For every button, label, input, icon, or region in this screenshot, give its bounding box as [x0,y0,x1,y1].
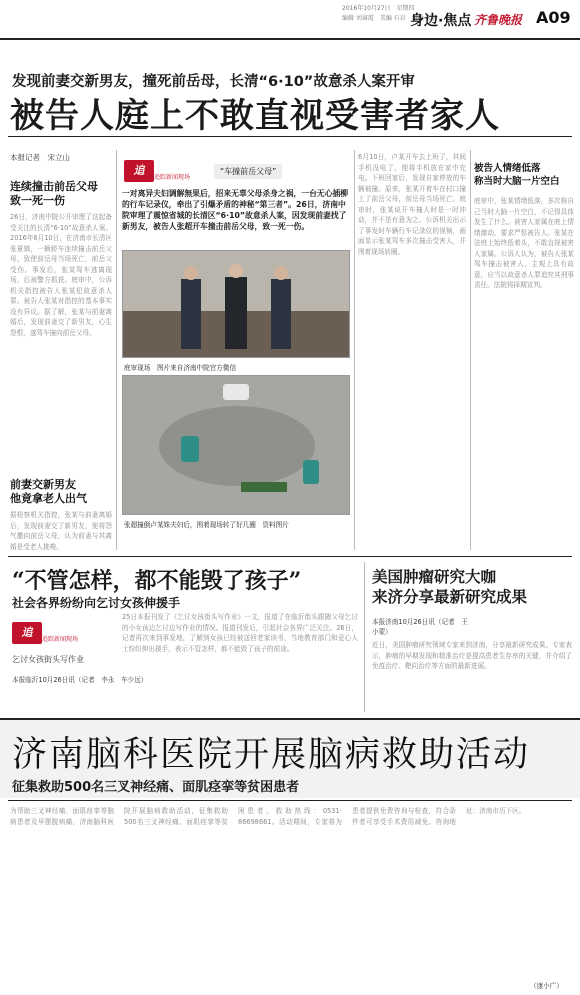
page-number: A09 [536,8,571,27]
story2-headline: “不管怎样，都不能毁了孩子” [12,568,302,594]
section-title: 身边·焦点 [410,13,472,29]
left-body-1: 26日，济南中院公开审理了这起备受关注的长清“6·10”故意杀人案。2016年6月10日，在济南市长清区张夏镇，一辆轿车连续撞击前岳父母，致使前岳母当场死亡，前岳父受伤。事发后，张某驾车逃离现场，后被警方抓获。庭审中，公诉机关指控被告人张某犯故意杀人罪。被告人张某对指控的基本事实没有异议。据了解，张某与前妻离婚后，发现前妻交了新男友，心生怨恨，遂驾车撞向前岳父母。 [10,213,112,337]
column-rule [116,150,117,550]
newspaper-logo: 齐鲁晚报 [474,13,523,27]
banner-end-note: （康小广） [530,982,563,990]
divider [8,556,572,557]
crash-scene-photo-svg [123,376,350,515]
lead-byline: 本报记者 宋立山 [10,153,70,162]
story2-news-badge [12,622,122,644]
lead-news-badge [124,160,344,182]
courtroom-photo-svg [123,251,350,358]
column-rule [354,150,355,550]
story2-subhead: 社会各界纷纷向乞讨女孩伸援手 [12,596,181,610]
banner-body: 为帮助三叉神经痛、面肌痉挛等脑病患者及早摆脱病痛，济南脑科医院开展脑病救助活动，征集救助500名三叉神经痛、面肌痉挛等贫困患者。救助热线：0531-86698661。活动期间，专家将为患者提供免费咨询与检查，符合条件者可享受手术费用减免。咨询地址：济南市历下区。 [10,807,526,826]
mid-body: 6月10日，卢某开车去上班了，其间手机没电了，便将手机放在家中充电。下班回家后，发现自家停放的车辆被撞。原来，张某开着车在村口撞上了前岳父母，前岳母当场死亡。庭审时，张某说开车撞人时是一时冲动，并不是有意为之。公诉机关出示了事发时车辆行车记录仪的视频，画面显示张某驾车多次撞击受害人，并围着现场转圈。 [358,153,466,256]
lead-kicker: 发现前妻交新男友，撞死前岳母，长清“6·10”故意杀人案开审 [12,74,415,90]
courtroom-photo [122,250,350,358]
right-body: 庭审中，张某情绪低落，多次称自己当时大脑一片空白，不记得具体发生了什么。被害人家属在庭上情绪激动，要求严惩被告人。张某在法庭上始终低着头，不敢直视被害人家属。公诉人认为，被告人张某驾车撞击被害人，主观上具有故意，应当以故意杀人罪追究其刑事责任。法院将择期宣判。 [474,197,574,289]
divider [8,136,572,137]
column-rule [470,150,471,550]
badge-sub: 追踪新闻现场 [42,636,79,643]
badge-stamp: 追 [12,622,42,644]
right-subhead: 被告人情绪低落 称当时大脑一片空白 [474,163,560,187]
story3-body: 近日，美国肿瘤研究领域专家来到济南，分享最新研究成果。专家表示，肿瘤的早期发现和精准治疗是提高患者生存率的关键，并介绍了免疫治疗、靶向治疗等方面的最新进展。 [372,641,572,670]
editor-line: 编辑 刘睿霞 美编 石岩 组版 张静 [342,15,438,22]
story3-byline: 本报济南10月26日讯（记者 王小蒙） [372,618,468,636]
lead-intro: 一对离异夫妇调解無果后，招来无辜父母杀身之祸，一台无心插柳的行车记录仪，牵出了引爆矛盾的神秘“第三者”。26日，济南中院审理了震惊省城的长清区“6·10”故意杀人案，因发现前妻找了新男友，被告人张超开车撞击前岳父母，致一死一伤。 [122,189,349,231]
photo1-caption: 庭审现场 图片来自济南中院官方微信 [124,364,237,372]
date-line: 2016年10月27日 星期四 [342,5,415,12]
banner-subtitle: 征集救助500名三叉神经痛、面肌痉挛等贫困患者 [12,780,300,795]
left-subhead-1: 连续撞击前岳父母 致一死一伤 [10,180,98,207]
badge-stamp: 追 [124,160,154,182]
banner-title: 济南脑科医院开展脑病救助活动 [12,735,531,775]
photo2-caption: 张超撞倒卢某姝夫妇后，围着现场转了好几圈 资料图片 [124,521,289,529]
story2-byline-subhead: 乞讨女孩街头写作业 [12,655,84,664]
story2-body: 25日本报刊发了《乞讨女孩街头写作业》一文，报道了在临沂街头跟随父母乞讨的小女孩边乞讨边写作业的情况。报道刊发后，引起社会各界广泛关注。26日，记者再次来到事发地，了解到女孩已经被送回老家读书，当地教育部门和爱心人士纷纷伸出援手，表示不管怎样，都不能毁了孩子的前途。 [122,613,358,653]
badge-tag: “车撞前岳父母” [214,164,282,179]
divider [8,800,572,801]
left-subhead-2: 前妻交新男友 他竟拿老人出气 [10,478,87,505]
left-body-2: 据检察机关指控，张某与前妻离婚后，发现前妻交了新男友，便将怨气撒向前岳父母，认为前妻与其离婚是受老人挑唆。 [10,511,112,551]
story3-headline: 美国肿瘤研究大咖 来济分享最新研究成果 [372,568,528,606]
masthead [0,0,580,40]
lead-headline: 被告人庭上不敢直视受害者家人 [10,96,500,136]
column-rule [364,562,365,712]
crash-scene-photo [122,375,350,515]
story2-byline: 本报临沂10月26日讯（记者 李永 车少远） [12,676,148,684]
badge-sub: 追踪新闻现场 [154,174,191,181]
